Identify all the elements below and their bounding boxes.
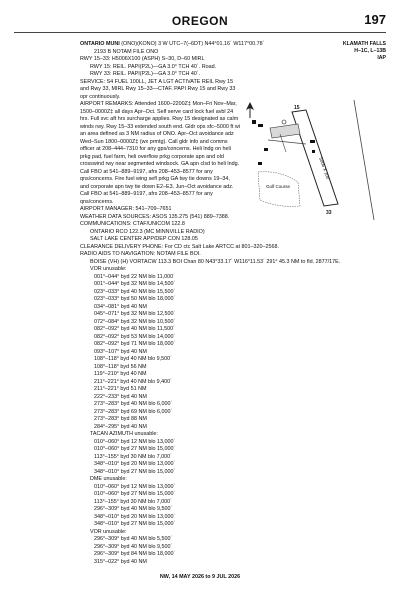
vor-unusable2-label: VOR unusable: <box>90 528 127 535</box>
restriction-line: 010°–060° byd 27 NM blo 15,000´ <box>94 446 176 452</box>
restriction-line: 222°–233° byd 40 NM <box>94 393 147 400</box>
restriction-line: 348°–010° byd 20 NM blo 13,000´ <box>94 461 176 467</box>
restriction-line: 034°–081° byd 40 NM <box>94 303 147 310</box>
restriction-line: 211°–221° byd 51 NM <box>94 386 147 392</box>
restriction-line: 296°–309° byd 84 NM blo 18,000´ <box>94 551 176 557</box>
airport-name: ONTARIO MUNI <box>80 41 120 47</box>
restriction-line: 348°–010° byd 20 NM blo 13,000´ <box>94 513 176 520</box>
runway-main: RWY 15–33: H5006X100 (ASPH) S–30, D–60 MIRL <box>80 56 205 62</box>
airport-manager: AIRPORT MANAGER: 541–709–7651 <box>80 206 172 212</box>
restriction-line: 082°–092° byd 40 NM blo 11,500´ <box>94 326 175 332</box>
vor-unusable-list <box>80 274 334 432</box>
restriction-line: 119°–210° byd 40 NM <box>94 371 147 377</box>
restriction-line: 001°–044° byd 32 NM blo 14,500´ <box>94 281 176 287</box>
radio-aids: RADIO AIDS TO NAVIGATION: NOTAM FILE BOI. <box>80 251 201 257</box>
dme-unusable-list <box>80 484 334 529</box>
runway-15-info: RWY 15: REIL. PAPI(P2L)—GA 3.0° TCH 40´. Road. <box>90 63 217 70</box>
header-divider <box>14 32 386 33</box>
app-dep-info: SALT LAKE CENTER APP/DEP CON 128.05 <box>90 236 198 242</box>
restriction-line: 010°–060° byd 12 NM blo 13,000´ <box>94 438 176 445</box>
chart-references <box>326 41 386 63</box>
chart-ref: H–1C, L–13B <box>354 48 386 55</box>
runway-end-15: 15 <box>294 105 300 111</box>
runway-length-label: 5006 X 100 <box>318 156 331 180</box>
iap-label: IAP <box>377 55 386 62</box>
restriction-line: 296°–309° byd 40 NM blo 5,500´ <box>94 536 173 542</box>
restriction-line: 082°–092° byd 53 NM blo 14,000´ <box>94 333 176 340</box>
vortac-info: BOISE (VH) (H) VORTACW 113.3 BOI Chan 80 N43°33.17´ W116°11.53´ 291° 45.3 NM to fld. 2877/17E. <box>90 258 341 265</box>
tacan-unusable-list <box>80 439 334 477</box>
airport-header-line2: 2193 B NOTAM FILE ONO <box>94 48 159 55</box>
restriction-line: 045°–071° byd 32 NM blo 12,500´ <box>94 311 176 317</box>
golf-course-label: Golf Course <box>266 184 291 189</box>
restriction-line: 348°–010° byd 27 NM blo 15,000´ <box>94 521 176 527</box>
restriction-line: 113°–155° byd 30 NM blo 7,000´ <box>94 498 172 505</box>
dme-unusable-label: DME unusable: <box>90 476 127 482</box>
runway-end-33: 33 <box>326 210 332 216</box>
clearance-delivery: CLEARANCE DELIVERY PHONE: For CD ctc Salt Lake ARTCC at 801–320–2568. <box>80 243 279 250</box>
restriction-line: 010°–060° byd 12 NM blo 13,000´ <box>94 483 176 490</box>
road <box>354 100 374 220</box>
restriction-line: 108°–118° byd 40 NM blo 9,500´ <box>94 356 172 362</box>
vor-unusable2-list <box>80 536 334 566</box>
tacan-unusable-label: TACAN AZIMUTH unusable: <box>90 431 158 437</box>
restriction-line: 072°–084° byd 32 NM blo 10,500´ <box>94 318 176 325</box>
restriction-line: 113°–155° byd 30 NM blo 7,000´ <box>94 453 172 460</box>
restriction-line: 023°–033° byd 40 NM blo 15,500´ <box>94 288 176 295</box>
runway-33-info: RWY 33: REIL. PAPI(P2L)—GA 3.0° TCH 40´. <box>90 71 201 77</box>
footer-effective-dates: NW, 14 MAY 2026 to 9 JUL 2026 <box>159 574 241 580</box>
airport-remarks: AIRPORT REMARKS: Attended 1600–2200Z‡ Mon–Fri Nov–Mar, 1500–0000Z‡ all days Apr–Oct. Self serve card lock fuel avbl 24 hrs. Full svc aft hrs surcharge applies. Rwy 15 designated as calm winds rwy. Rwy 15–33 extended south end. Gldr ops sfc–5000 ft wi an area defined as 3 NM radius of ONO. Apr–Oct avoidance adz Wed–Sun 1800–0000Z‡ (wx prmtg). Call gldr info and comms officer at 208–444–7310 for any gps/concerns. Heli lndg on heli prkg pad, fuel farm, heli overflow prkg corporate apn and old crosswind rwy near segmented windsock. GA apn clsd to heli lndg. Call FBO at 541–889–9197, afrs 208–453–8577 for any qns/concerns. Fire fuel wing sefl prkg GA twy tie downs 19–34, and corporate apn twy tie down E2–E3. Jun–Oct avoidance adz. Call FBO at 541–889–9197, afrs 208–453–8577 for any qns/concerns. <box>80 101 240 205</box>
restriction-line: 010°–060° byd 27 NM blo 15,000´ <box>94 491 176 497</box>
restriction-line: 296°–309° byd 40 NM blo 9,500´ <box>94 506 173 512</box>
page-header <box>0 0 400 34</box>
restriction-line: 108°–118° byd 56 NM <box>94 363 147 370</box>
restriction-line: 273°–283° byd 69 NM blo 6,000´ <box>94 408 173 415</box>
rco-info: ONTARIO RCO 122.3 (MC MINNVILLE RADIO) <box>90 228 205 235</box>
restriction-line: 093°–107° byd 40 NM <box>94 348 147 355</box>
vor-unusable-label: VOR unusable: <box>90 266 127 272</box>
restriction-line: 296°–309° byd 40 NM blo 9,500´ <box>94 543 173 550</box>
restriction-line: 284°–295° byd 40 NM <box>94 423 147 430</box>
weather-data: WEATHER DATA SOURCES: ASOS 135.275 (541) 889–7388. <box>80 213 230 220</box>
airport-entry <box>80 41 341 566</box>
restriction-line: 082°–092° byd 71 NM blo 18,000´ <box>94 341 176 347</box>
restriction-line: 273°–283° byd 40 NM blo 6,000´ <box>94 401 173 407</box>
restriction-line: 001°–044° byd 22 NM blo 11,000´ <box>94 273 175 280</box>
restriction-line: 211°–221° byd 40 NM blo 9,400´ <box>94 378 172 385</box>
restriction-line: 315°–022° byd 40 NM <box>94 558 147 565</box>
communications: COMMUNICATIONS: CTAF/UNICOM 122.8 <box>80 221 185 227</box>
restriction-line: 348°–010° byd 27 NM blo 15,000´ <box>94 468 176 475</box>
state-title: OREGON <box>171 14 229 28</box>
restriction-line: 023°–033° byd 50 NM blo 18,000´ <box>94 296 176 302</box>
service-info: SERVICE: S4 FUEL 100LL, JET A LGT ACTIVATE REIL Rwy 15 and Rwy 33, MIRL Rwy 15–33—CTAF. PAPI Rwy 15 and Rwy 33 opr continuously. <box>80 78 236 100</box>
restriction-line: 273°–283° byd 88 NM <box>94 416 147 422</box>
airport-header-line: (ONO)(KONO) 3 W UTC–7(–6DT) N44°01.16´ W117°00.78´ <box>121 41 265 47</box>
sectional-name: KLAMATH FALLS <box>342 41 386 47</box>
page-number: 197 <box>364 12 386 27</box>
